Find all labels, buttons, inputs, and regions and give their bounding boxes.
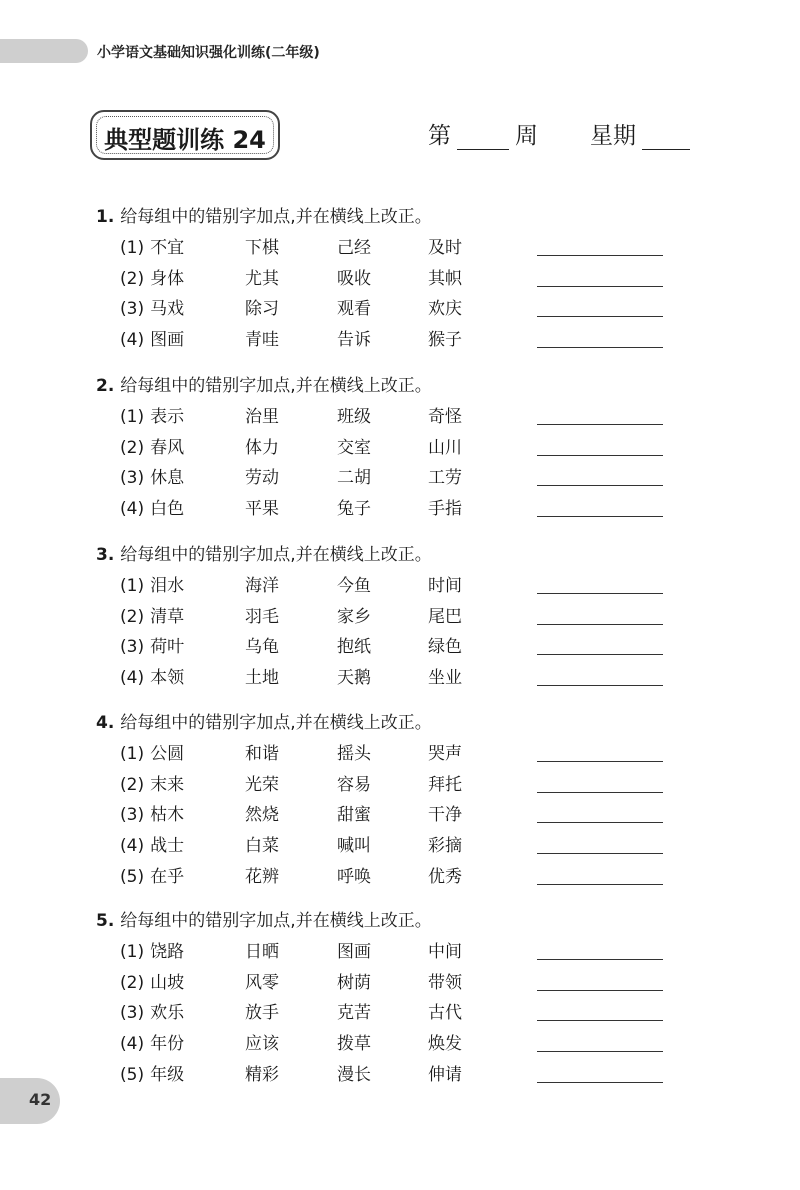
word-cell: 枯木 [150,805,185,826]
word-cell: 图画 [337,942,371,962]
word-cell: 荷叶 [150,637,185,658]
answer-line[interactable] [537,316,663,317]
row-number: (2) [120,268,145,289]
row-number: (2) [120,437,145,458]
word-cell: 坐业 [428,668,462,689]
word-cell: 和谐 [245,744,279,764]
section-title [96,708,432,733]
answer-line[interactable] [537,822,663,823]
answer-line[interactable] [537,516,663,517]
row-label [120,862,184,887]
section-instruction: 给每组中的错别字加点,并在横线上改正。 [120,207,432,227]
week-label-post: 周 [515,123,538,149]
word-cell: 年份 [150,1034,185,1055]
word-cell: 战士 [150,836,185,857]
row-label [120,998,184,1023]
word-cell: 手指 [428,499,462,520]
word-cell: 二胡 [337,468,371,489]
word-cell: 哭声 [428,744,462,764]
section-instruction: 给每组中的错别字加点,并在横线上改正。 [120,713,432,733]
word-cell: 清草 [150,606,185,627]
word-cell: 抱纸 [337,637,371,658]
word-cell: 土地 [245,668,279,689]
row-number: (4) [120,1034,145,1055]
answer-line[interactable] [537,424,663,425]
word-cell: 绿色 [428,637,462,658]
word-cell: 树荫 [337,972,371,993]
row-label [120,494,184,519]
row-label [120,739,184,764]
word-cell: 欢庆 [428,299,462,320]
row-number: (2) [120,606,145,627]
week-blank[interactable] [457,121,509,150]
answer-line[interactable] [537,347,663,348]
section-number: 5. [96,911,115,931]
word-cell: 不宜 [150,238,185,258]
word-cell: 古代 [428,1003,462,1024]
row-number: (2) [120,774,145,795]
answer-line[interactable] [537,1051,663,1052]
word-cell: 日晒 [245,942,279,962]
word-cell: 告诉 [337,330,371,351]
row-number: (4) [120,499,145,520]
row-label [120,1029,184,1054]
word-cell: 呼唤 [337,866,371,887]
answer-line[interactable] [537,1020,663,1021]
word-cell: 表示 [150,407,185,427]
section-instruction: 给每组中的错别字加点,并在横线上改正。 [120,376,432,396]
word-cell: 容易 [337,774,371,795]
word-cell: 应该 [245,1034,279,1055]
word-cell: 羽毛 [245,606,279,627]
section-instruction: 给每组中的错别字加点,并在横线上改正。 [120,911,432,931]
word-cell: 山坡 [150,972,185,993]
row-label [120,402,184,427]
row-label [120,800,184,825]
word-cell: 末来 [150,774,185,795]
word-cell: 欢乐 [150,1003,185,1024]
row-number: (5) [120,866,145,887]
word-cell: 海洋 [245,576,279,596]
word-cell: 漫长 [337,1064,371,1085]
answer-line[interactable] [537,853,663,854]
row-number: (1) [120,942,145,962]
word-cell: 交室 [337,437,371,458]
word-cell: 甜蜜 [337,805,371,826]
row-number: (1) [120,744,145,764]
word-cell: 及时 [428,238,462,258]
word-cell: 身体 [150,268,185,289]
row-label [120,602,184,627]
row-number: (3) [120,805,145,826]
word-cell: 喊叫 [337,836,371,857]
row-label [120,831,184,856]
row-number: (3) [120,299,145,320]
word-cell: 青哇 [245,330,279,351]
row-number: (4) [120,836,145,857]
word-cell: 克苦 [337,1003,371,1024]
word-cell: 花辨 [245,866,279,887]
word-cell: 奇怪 [428,407,462,427]
row-label [120,264,184,289]
answer-line[interactable] [537,654,663,655]
word-cell: 除习 [245,299,279,320]
answer-line[interactable] [537,593,663,594]
word-cell: 饶路 [150,942,185,962]
week-label-pre: 第 [428,123,451,149]
answer-line[interactable] [537,455,663,456]
word-cell: 劳动 [245,468,279,489]
word-cell: 体力 [245,437,279,458]
section-number: 4. [96,713,115,733]
row-label [120,770,184,795]
answer-line[interactable] [537,990,663,991]
word-cell: 拜托 [428,774,462,795]
word-cell: 公圆 [150,744,185,764]
section-title [96,371,432,396]
word-cell: 兔子 [337,499,371,520]
word-cell: 休息 [150,468,185,489]
word-cell: 干净 [428,805,462,826]
row-label [120,433,184,458]
word-cell: 其帜 [428,268,462,289]
word-cell: 治里 [245,407,279,427]
word-cell: 山川 [428,437,462,458]
answer-line[interactable] [537,286,663,287]
word-cell: 伸请 [428,1064,462,1085]
word-cell: 家乡 [337,606,371,627]
word-cell: 泪水 [150,576,185,596]
row-number: (1) [120,238,145,258]
word-cell: 马戏 [150,299,185,320]
day-label: 星期 [590,123,636,149]
row-number: (2) [120,972,145,993]
word-cell: 焕发 [428,1034,462,1055]
title-frame [90,110,280,160]
answer-line[interactable] [537,884,663,885]
word-cell: 今鱼 [337,576,371,596]
word-cell: 中间 [428,942,462,962]
week-day-fields [428,116,690,150]
row-label [120,463,184,488]
word-cell: 天鹅 [337,668,371,689]
word-cell: 尾巴 [428,606,462,627]
word-cell: 拨草 [337,1034,371,1055]
row-label [120,968,184,993]
word-cell: 光荣 [245,774,279,795]
word-cell: 风零 [245,972,279,993]
word-cell: 下棋 [245,238,279,258]
row-number: (3) [120,468,145,489]
word-cell: 己经 [337,238,371,258]
answer-line[interactable] [537,1082,663,1083]
row-label [120,663,184,688]
row-number: (1) [120,407,145,427]
row-label [120,571,184,596]
row-number: (3) [120,637,145,658]
word-cell: 优秀 [428,866,462,887]
section-number: 1. [96,207,115,227]
row-label [120,632,184,657]
day-blank[interactable] [642,121,690,150]
section-instruction: 给每组中的错别字加点,并在横线上改正。 [120,545,432,565]
answer-line[interactable] [537,792,663,793]
word-cell: 观看 [337,299,371,320]
answer-line[interactable] [537,959,663,960]
section-title [96,540,432,565]
answer-line[interactable] [537,761,663,762]
word-cell: 放手 [245,1003,279,1024]
word-cell: 然烧 [245,805,279,826]
header-tab [0,39,88,63]
page-number: 42 [29,1090,52,1109]
section-title [96,202,432,227]
row-number: (4) [120,668,145,689]
word-cell: 尤其 [245,268,279,289]
row-number: (5) [120,1064,145,1085]
row-number: (1) [120,576,145,596]
word-cell: 时间 [428,576,462,596]
row-label [120,325,184,350]
word-cell: 带领 [428,972,462,993]
word-cell: 乌龟 [245,637,279,658]
word-cell: 彩摘 [428,836,462,857]
word-cell: 在乎 [150,866,185,887]
row-label [120,233,184,258]
word-cell: 班级 [337,407,371,427]
page-title: 典型题训练 24 [104,126,266,154]
running-head: 小学语文基础知识强化训练(二年级) [97,45,320,61]
answer-line[interactable] [537,255,663,256]
word-cell: 春风 [150,437,185,458]
word-cell: 白色 [150,499,185,520]
answer-line[interactable] [537,624,663,625]
word-cell: 平果 [245,499,279,520]
answer-line[interactable] [537,485,663,486]
row-label [120,937,184,962]
section-title [96,906,432,931]
row-number: (4) [120,330,145,351]
answer-line[interactable] [537,685,663,686]
word-cell: 猴子 [428,330,462,351]
word-cell: 吸收 [337,268,371,289]
word-cell: 本领 [150,668,185,689]
word-cell: 工劳 [428,468,462,489]
row-label [120,1060,184,1085]
word-cell: 年级 [150,1064,185,1085]
word-cell: 摇头 [337,744,371,764]
row-number: (3) [120,1003,145,1024]
section-number: 2. [96,376,115,396]
word-cell: 精彩 [245,1064,279,1085]
word-cell: 图画 [150,330,185,351]
section-number: 3. [96,545,115,565]
row-label [120,294,184,319]
word-cell: 白菜 [245,836,279,857]
